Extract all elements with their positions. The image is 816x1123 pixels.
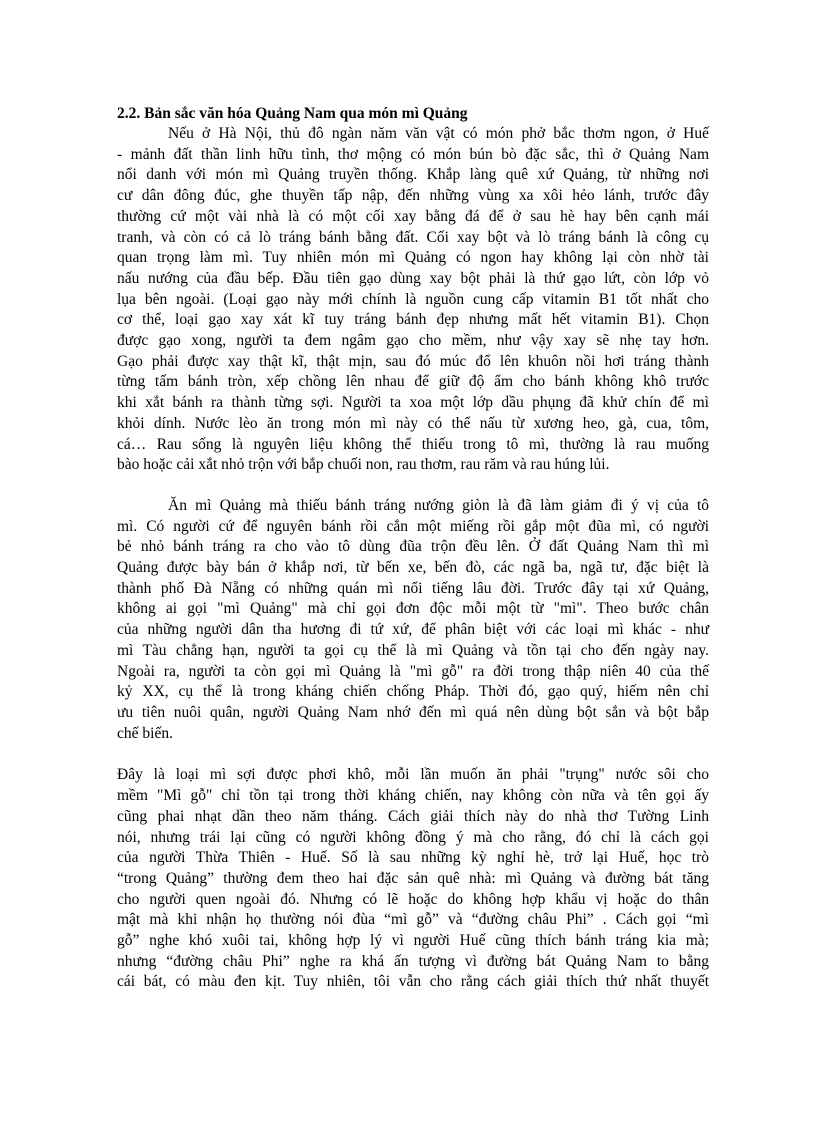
- text-line: Ăn mì Quảng mà thiếu bánh tráng nướng giòn là đã làm giảm đi ý vị của tô: [168, 496, 709, 514]
- text-line: bào hoặc cải xắt nhỏ trộn với bắp chuối non, rau thơm, rau răm và rau húng lủi.: [117, 456, 610, 474]
- text-line: “trong Quảng” thường đem theo hai đặc sản quê nhà: mì Quảng và đường bát tăng: [117, 869, 709, 887]
- document-page: [117, 104, 709, 993]
- text-line: nói, nhưng trái lại cũng có người không đồng ý mà cho rằng, đó chỉ là cách gọi: [117, 828, 709, 846]
- paragraph-3: [117, 765, 709, 993]
- text-line: nhưng “đường châu Phi” nghe ra khá ấn tượng vì đường bát Quảng Nam to bằng: [117, 952, 709, 970]
- text-line: cho người quen ngoài đó. Nhưng có lẽ hoặc do không hợp khẩu vị hoặc do thân: [117, 890, 709, 908]
- text-line: nổi danh với món mì Quảng truyền thống. Khắp làng quê xứ Quảng, từ những nơi: [117, 166, 709, 184]
- text-line: ưu tiên nuôi quân, người Quảng Nam nhớ đến mì quá nên dùng bột sắn và bột bắp: [117, 703, 709, 721]
- text-line: cái bát, có màu đen kịt. Tuy nhiên, tôi vẫn cho rằng cách giải thích thứ nhất thuyết: [117, 973, 709, 991]
- text-line: thường cứ một vài nhà là có một cối xay bằng đá để ở sau hè hay bên cạnh mái: [117, 207, 709, 225]
- text-line: từng tấm bánh tròn, xếp chồng lên nhau để giữ độ ẩm cho bánh không khô trước: [117, 373, 709, 391]
- text-line: Đây là loại mì sợi được phơi khô, mỗi lần muốn ăn phải "trụng" nước sôi cho: [117, 766, 709, 784]
- paragraph-1: [117, 124, 709, 476]
- text-line: nấu nướng của đầu bếp. Đầu tiên gạo dùng xay bột phải là thứ gạo lứt, còn lớp vỏ: [117, 269, 709, 287]
- text-line: lụa bên ngoài. (Loại gạo này mới chính là nguồn cung cấp vitamin B1 tốt nhất cho: [117, 290, 709, 308]
- text-line: gỗ” nghe khó xuôi tai, không hợp lý vì người Huế cũng thích bánh tráng kia mà;: [117, 932, 709, 950]
- text-line: cơ thể, loại gạo xay xát kĩ tuy tráng bánh đẹp nhưng mất hết vitamin B1). Chọn: [117, 311, 709, 329]
- text-line: Ngoài ra, người ta còn gọi mì Quảng là "mì gỗ" ra đời trong thập niên 40 của thế: [117, 662, 709, 680]
- text-line: mì. Có người cứ để nguyên bánh rồi cắn một miếng rồi gắp một đũa mì, có người: [117, 517, 709, 535]
- text-line: kỷ XX, cụ thể là trong kháng chiến chống Pháp. Thời đó, gạo quý, hiếm nên chỉ: [117, 683, 709, 701]
- text-line: mì Tàu chẳng hạn, người ta gọi cụ thể là mì Quảng và tồn tại cho đến ngày nay.: [117, 641, 709, 659]
- text-line: không ai gọi "mì Quảng" mà chỉ gọi đơn độc mỗi một từ "mì". Theo bước chân: [117, 600, 709, 618]
- text-line: cũng phai nhạt dần theo năm tháng. Cách giải thích này do nhà thơ Tường Linh: [117, 807, 709, 825]
- text-line: thành phố Đà Nẵng có những quán mì nổi tiếng lâu đời. Trước đây tại xứ Quảng,: [117, 579, 709, 597]
- text-line: khi xắt bánh ra thành từng sợi. Người ta xoa một lớp dầu phụng đã khử chín để mì: [117, 394, 709, 412]
- text-line: - mảnh đất thần linh hữu tình, thơ mộng có món bún bò đặc sắc, thì ở Quảng Nam: [117, 145, 709, 163]
- text-line: của những người dân tha hương đi tứ xứ, để phân biệt với các loại mì khác - như: [117, 621, 709, 639]
- text-line: cá… Rau sống là nguyên liệu không thể thiếu trong tô mì, thường là rau muống: [117, 435, 709, 453]
- text-line: của người Thừa Thiên - Huế. Số là sau những kỳ nghỉ hè, trở lại Huế, học trò: [117, 849, 709, 867]
- text-line: bẻ nhỏ bánh tráng ra cho vào tô dùng đũa trộn đều lên. Ở đất Quảng Nam thì mì: [117, 538, 709, 556]
- text-line: Gạo phải được xay thật kĩ, thật mịn, sau đó múc đổ lên khuôn nồi hơi tráng thành: [117, 352, 709, 370]
- text-line: Nếu ở Hà Nội, thủ đô ngàn năm văn vật có món phở bắc thơm ngon, ở Huế: [168, 125, 709, 142]
- paragraph-2: [117, 496, 709, 744]
- text-line: khỏi dính. Nước lèo ăn trong món mì này có thể nấu từ xương heo, gà, cua, tôm,: [117, 414, 709, 432]
- text-line: chế biến.: [117, 724, 173, 742]
- text-line: quan trọng làm mì. Tuy nhiên món mì Quảng có ngon hay không lại còn nhờ tài: [117, 249, 709, 267]
- text-line: mật mà khi nhận họ thường nói đùa “mì gỗ” và “đường châu Phi” . Cách gọi “mì: [117, 911, 709, 929]
- section-heading: 2.2. Bản sắc văn hóa Quảng Nam qua món mì Quảng: [117, 105, 468, 122]
- text-line: Quảng được bày bán ở khắp nơi, từ bến xe, bến đò, các ngã ba, ngã tư, đặc biệt là: [117, 559, 709, 577]
- text-line: mềm "Mì gỗ" chỉ tồn tại trong thời kháng chiến, nay không còn nữa và tên gọi ấy: [117, 787, 709, 805]
- text-line: cư dân đông đúc, ghe thuyền tấp nập, đến những vùng xa xôi hẻo lánh, trước đây: [117, 187, 709, 205]
- text-line: tranh, và còn có cả lò tráng bánh bằng đất. Cối xay bột và lò tráng bánh là công cụ: [117, 228, 709, 246]
- text-line: được gạo xong, người ta đem ngâm gạo cho mềm, như vậy xay sẽ nhẹ tay hơn.: [117, 332, 709, 350]
